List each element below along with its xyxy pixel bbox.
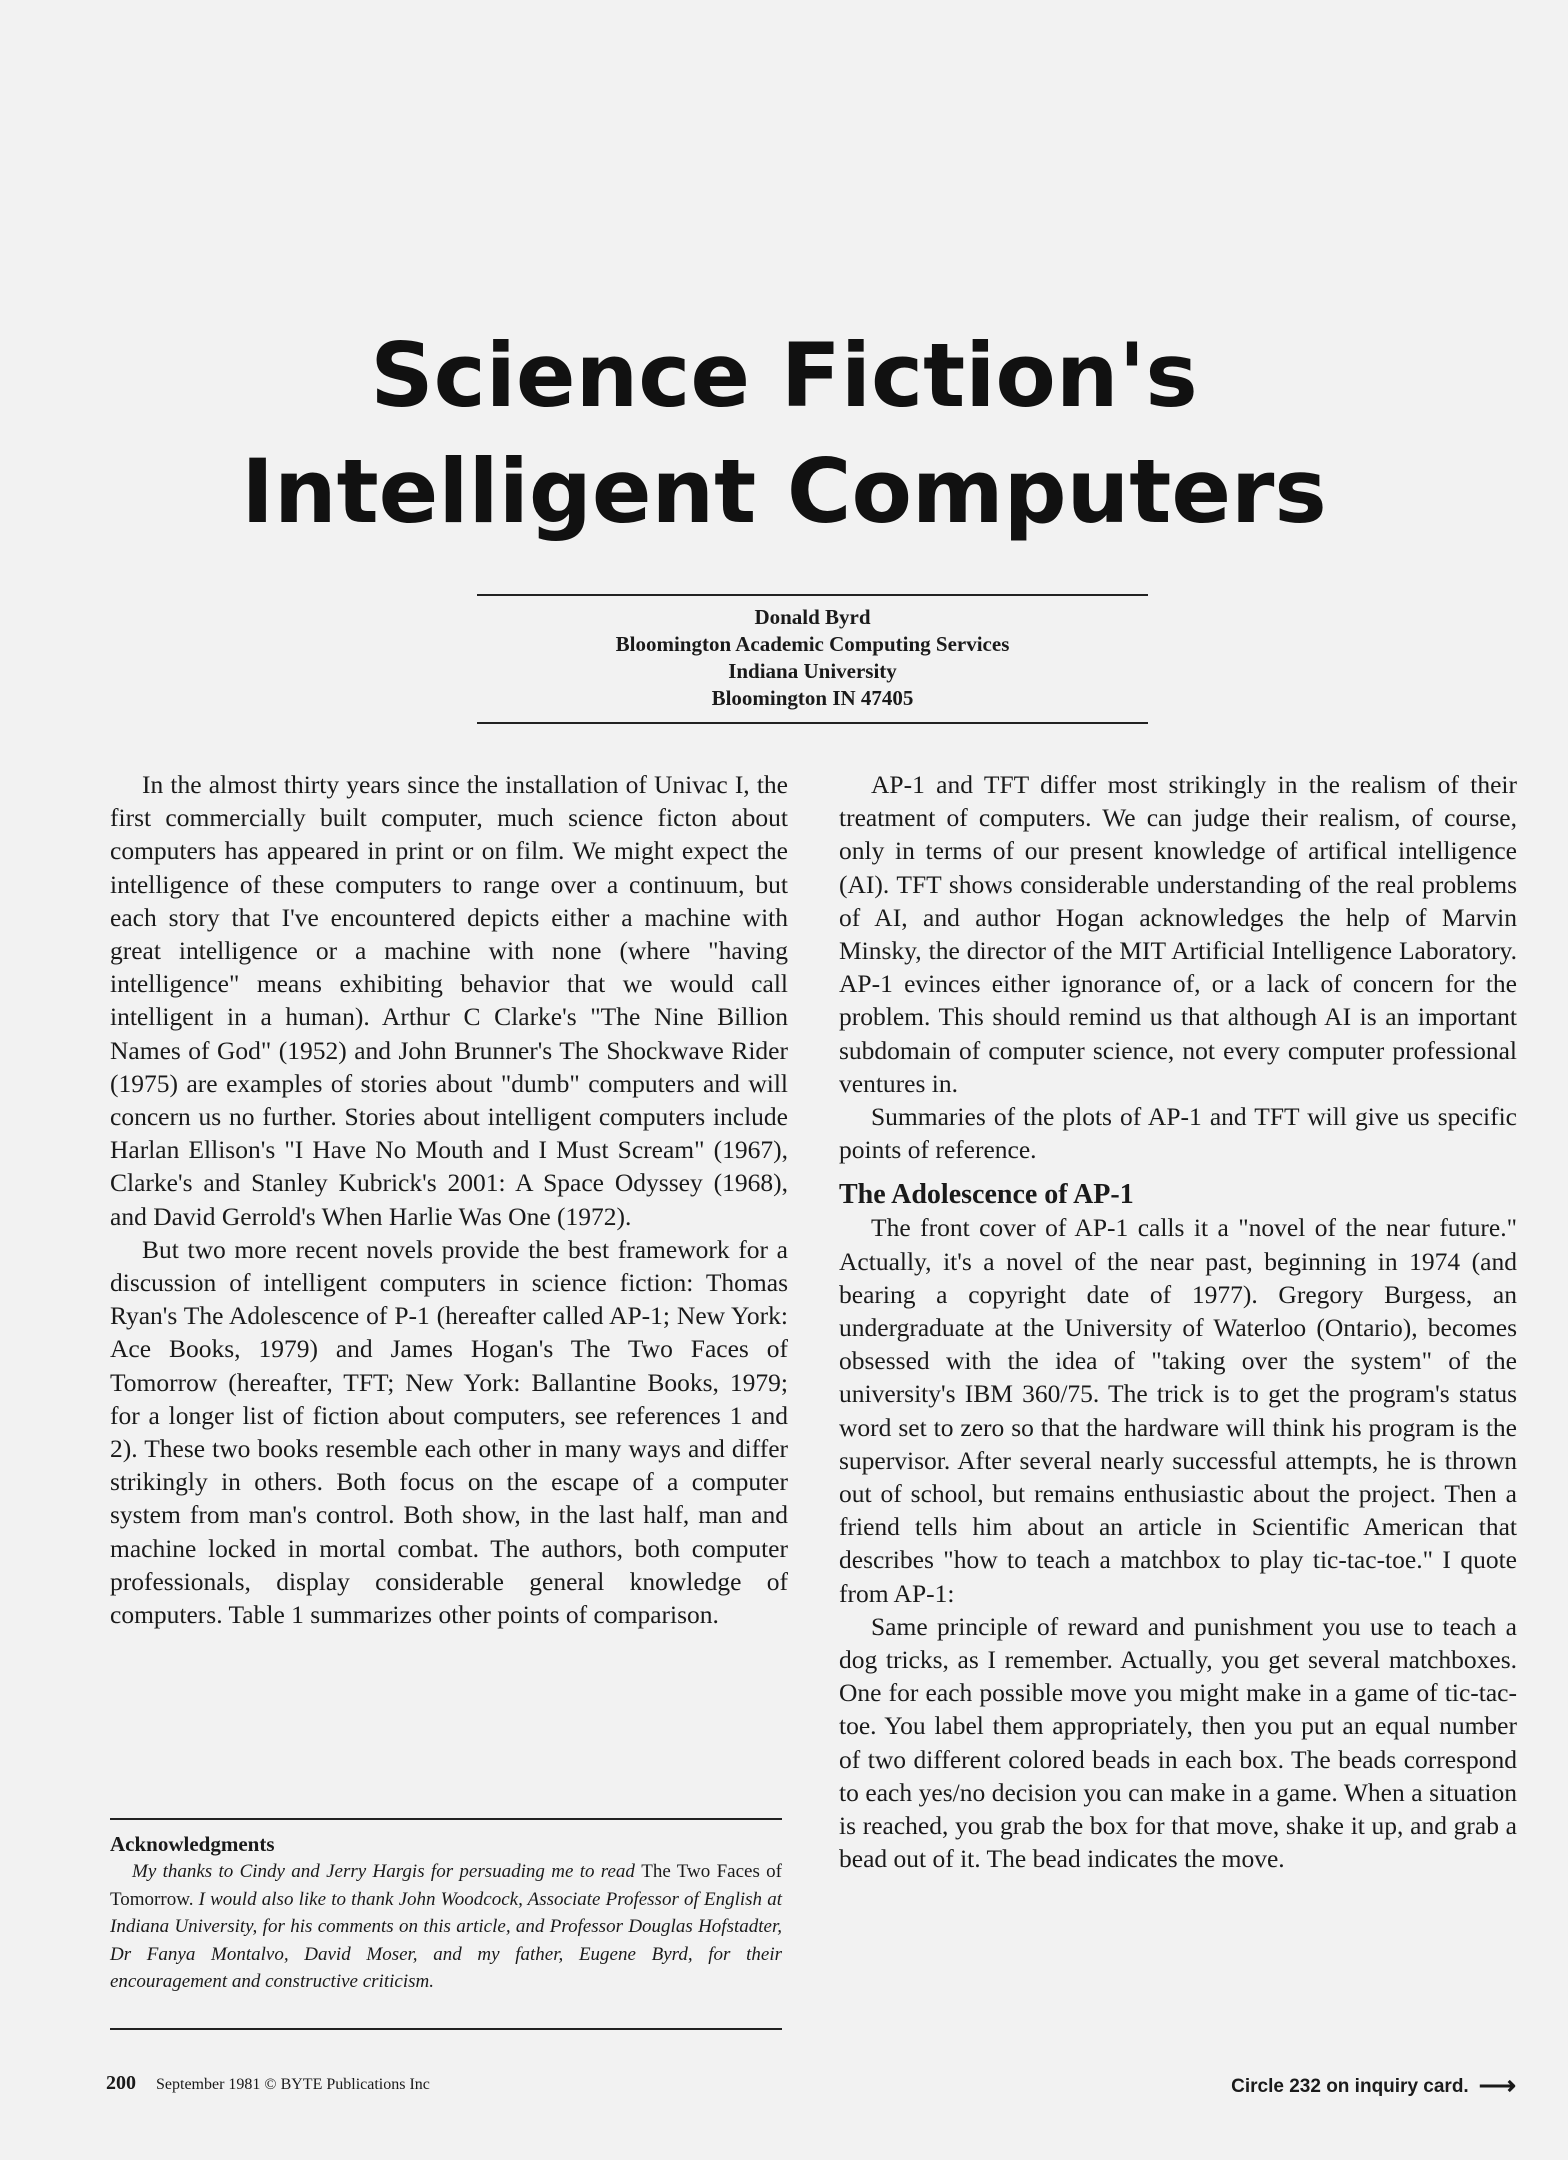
acknowledgments-box [110,1830,782,1996]
section-heading: The Adolescence of AP-1 [839,1179,1134,1211]
title-line-1: Science Fiction's [370,324,1198,427]
byline [477,604,1148,712]
body-paragraph: Summaries of the plots of AP-1 and TFT will give us specific points of reference. [839,1102,1517,1165]
inquiry-text: Circle 232 on inquiry card. [1231,2076,1469,2097]
ack-bottom-rule [110,2028,782,2030]
title-line-2: Intelligent Computers [241,440,1327,543]
body-paragraph: In the almost thirty years since the installation of Univac I, the first commercially built computer, much science ficton about computers has appeared in print or on film. We might expect the intelligence of these computers to range over a continuum, but each story that I've encountered depicts either a machine with great intelligence or a machine with none (where "having intelligence" means exhibiting behavior that we would call intelligent in a human). Arthur C Clarke's "The Nine Billion Names of God" (1952) and John Brunner's The Shockwave Rider (1975) are examples of stories about "dumb" computers and will concern us no further. Stories about intelligent computers include Harlan Ellison's "I Have No Mouth and I Must Scream" (1967), Clarke's and Stanley Kubrick's 2001: A Space Odyssey (1968), and David Gerrold's When Harlie Was One (1972). [110,770,788,1231]
page-number: 200 [106,2072,136,2094]
byline-top-rule [477,594,1148,596]
inquiry-note [1231,2070,1516,2101]
body-paragraph: The front cover of AP-1 calls it a "novel of the near future." Actually, it's a novel of the near past, beginning in 1974 (and bearing a copyright date of 1977). Gregory Burgess, an undergraduate at the University of Waterloo (Ontario), becomes obsessed with the idea of "taking over the system" of the university's IBM 360/75. The trick is to get the program's status word set to zero so that the hardware will think his program is the supervisor. After several nearly successful attempts, he is thrown out of school, but remains enthusiastic about the project. Then a friend tells him about an article in Scientific American that describes "how to teach a matchbox to play tic-tac-toe." I quote from AP-1: [839,1213,1517,1608]
block-quote: Same principle of reward and punishment you use to teach a dog tricks, as I remember. Actually, you get several matchboxes. One for each possible move you might make in a game of tic-tac-toe. You label them appropriately, then you put an equal number of two different colored beads in each box. The beads correspond to each yes/no decision you can make in a game. When a situation is reached, you grab the box for that move, shake it up, and grab a bead out of it. The bead indicates the move. [839,1611,1517,1874]
right-column [839,768,1517,1876]
acknowledgments-heading: Acknowledgments [110,1832,275,1856]
author-org: Bloomington Academic Computing Services [615,632,1010,656]
left-column [110,768,788,1631]
ack-text-part: I would also like to thank John Woodcock, Associate Professor of English at Indiana University, for his comments on this article, and Professor Douglas Hofstadter, Dr Fanya Montalvo, David Moser, and my father, Eugene Byrd, for their encouragement and constructive criticism. [110,1888,782,1992]
body-paragraph: But two more recent novels provide the best framework for a discussion of intelligent computers in science fiction: Thomas Ryan's The Adolescence of P-1 (hereafter called AP-1; New York: Ace Books, 1979) and James Hogan's The Two Faces of Tomorrow (hereafter, TFT; New York: Ballantine Books, 1979; for a longer list of fiction about computers, see references 1 and 2). These two books resemble each other in many ways and differ strikingly in others. Both focus on the escape of a computer system from man's control. Both show, in the last half, man and machine locked in mortal combat. The authors, both computer professionals, display considerable general knowledge of computers. Table 1 summarizes other points of comparison. [110,1234,788,1630]
body-paragraph: AP-1 and TFT differ most strikingly in the realism of their treatment of computers. We can judge their realism, of course, only in terms of our present knowledge of artifical intelligence (AI). TFT shows considerable understanding of the real problems of AI, and author Hogan acknowledges the help of Marvin Minsky, the director of the MIT Artificial Intelligence Laboratory. AP-1 evinces either ignorance of, or a lack of concern for the problem. This should remind us that although AI is an important subdomain of computer science, not every computer professional ventures in. [839,770,1517,1098]
ack-book-title: The Two Faces of Tomorrow. [110,1861,782,1910]
author-university: Indiana University [728,659,897,683]
byline-bottom-rule [477,722,1148,724]
author-address: Bloomington IN 47405 [711,686,914,710]
acknowledgments-text [110,1858,782,1996]
page-footer-left [106,2072,430,2095]
author-name: Donald Byrd [754,605,871,629]
article-title [0,318,1568,550]
ack-text-part: My thanks to Cindy and Jerry Hargis for persuading me to read [132,1861,642,1882]
ack-top-rule [110,1818,782,1820]
right-arrow-icon: ⟶ [1478,2070,1516,2100]
footer-credit: September 1981 © BYTE Publications Inc [156,2076,430,2093]
